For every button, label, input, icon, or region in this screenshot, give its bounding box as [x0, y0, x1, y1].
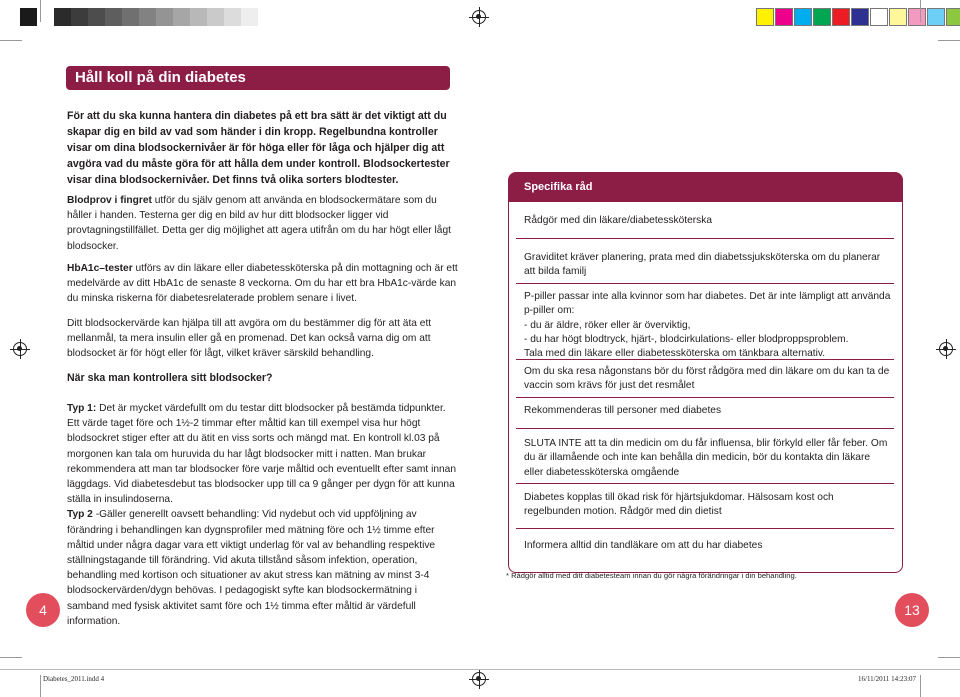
page-number-right: 13	[895, 593, 929, 627]
registration-mark-icon	[939, 342, 953, 356]
hba1c-text: utförs av din läkare eller diabetessköterska på din mottagning och är ett medelvärde av ditt HbA1c de senaste 8 veckorna. Om du har ett bra HbA1c-värde kan du minska riskerna för diabetesrelaterade problem senare i livet.	[67, 263, 458, 305]
crop-mark	[920, 675, 921, 697]
blodprov-term: Blodprov i fingret	[67, 195, 152, 206]
typ2-term: Typ 2	[67, 509, 93, 521]
typ1-text: Det är mycket värdefullt om du testar ditt blodsocker på bestämda tidpunkter. Ett värde taget före och 1½-2 timmar efter måltid kan till exempel visa hur högt blodsockret stiger efter att du ätit en viss sorts och mängd mat. En kontroll kl.03 på morgonen kan tala om huruvida du har lågt blodsocker mitt i natten. Man brukar rekommendera att man tar blodsocker före varje måltid och eventuellt efter samt innan läggdags. Vid diabetesdebut tas blodsocker upp till ca 9 gånger per dygn för att kunna ställa in insulindoserna.	[67, 403, 457, 506]
typ-paragraphs	[67, 401, 459, 629]
crop-mark	[920, 0, 921, 22]
sidebar-item: Informera alltid din tandläkare om att du har diabetes	[524, 540, 763, 551]
sidebar-item: Graviditet kräver planering, prata med din diabetssjuksköterska om du planerar att bilda familj	[524, 252, 881, 278]
hba1c-paragraph	[67, 261, 459, 307]
sidebar-item: Rådgör med din läkare/diabetessköterska	[524, 215, 713, 226]
sidebar-divider	[516, 397, 894, 398]
slug-left: Diabetes_2011.indd 4	[43, 675, 105, 683]
sidebar-item: P-piller passar inte alla kvinnor som har diabetes. Det är inte lämpligt att använda p-piller om: - du är äldre, röker eller är överviktig, - du har högt blodtryck, hjärt-, blodcirkulations- eller blodproppsproblem. Tala med din läkare eller diabetessköterska om tänkbara alternativ.	[524, 291, 891, 360]
page-number-left: 4	[26, 593, 60, 627]
slug-right: 16/11/2011 14:23:07	[858, 675, 917, 683]
sidebar-divider	[516, 238, 894, 239]
registration-mark-icon	[13, 342, 27, 356]
typ2-paragraph	[67, 507, 459, 629]
sidebar-title: Specifika råd	[508, 172, 903, 202]
grey-registration-strip	[20, 8, 258, 26]
crop-mark	[40, 675, 41, 697]
slug-rule	[0, 669, 960, 670]
sidebar-divider	[516, 428, 894, 429]
typ1-term: Typ 1:	[67, 403, 97, 414]
blodprov-text: utför du själv genom att använda en blodsockermätare som du håller i handen. Testerna ger dig en bild av hur ditt blodsocker ligger vid provtagningstillfället. Detta ger dig möjlighet att agera utifrån om du har högt eller lågt blodsocker.	[67, 195, 451, 252]
section-question: När ska man kontrollera sitt blodsocker?	[67, 372, 273, 384]
sidebar-divider	[516, 528, 894, 529]
footnote: * Rådgör alltid med ditt diabetesteam innan du gör några förändringar i din behandling.	[506, 571, 797, 580]
hba1c-term: HbA1c–tester	[67, 263, 133, 274]
blodsockervarde-paragraph: Ditt blodsockervärde kan hjälpa till att avgöra om du bestämmer dig för att äta ett mellanmål, ta mera insulin eller gå en promenad. Det kan också varna dig om att blodsocket är för högt eller för lågt, vilket kräver särskild behandling.	[67, 318, 432, 360]
crop-mark	[0, 40, 22, 41]
crop-mark	[938, 657, 960, 658]
sidebar-divider	[516, 483, 894, 484]
typ2-text: -Gäller generellt oavsett behandling: Vid nydebut och vid uppföljning av förändring i behandlingen kan dygnsprofiler med mätning före och 1½ timme efter måltid under några dagar vara ett viktigt underlag för val av behandling respektive ställningstagande till förändring. Vid akuta tillstånd såsom infektion, operation, behandling med kortison och situationer av akut stress kan mätning av minst 3-4 blodsockervärden/dygn behövas. I pedagogiskt syfte kan blodsockermätning i samband med fysisk aktivitet samt före och 1½ timma efter måltid är värdefull information.	[67, 509, 436, 627]
registration-mark-icon	[472, 672, 486, 686]
sidebar-divider	[516, 359, 894, 360]
sidebar-item: Diabetes kopplas till ökad risk för hjärtsjukdomar. Hälsosam kost och regelbunden motion. Rådgör med din dietist	[524, 492, 834, 518]
lead-paragraph: För att du ska kunna hantera din diabetes på ett bra sätt är det viktigt att du skapar dig en bild av vad som händer i din kropp. Regelbundna kontroller visar om dina blodsockernivåer är för höga eller för låga och hjälper dig att avgöra vad du måste göra för att hålla dem under kontroll. Blodsockertester visar dina blodsockernivåer. Det finns två olika sorters blodtester.	[67, 110, 450, 186]
registration-mark-icon	[472, 10, 486, 24]
sidebar-item: Rekommenderas till personer med diabetes	[524, 405, 722, 416]
crop-mark	[0, 657, 22, 658]
color-registration-strip	[756, 8, 960, 26]
sidebar-item: SLUTA INTE att ta din medicin om du får influensa, blir förkyld eller får feber. Om du är illamående och inte kan behålla din medicin, bör du kontakta din läkare eller diabetessköterska omgående	[524, 438, 888, 478]
crop-mark	[938, 40, 960, 41]
sidebar-divider	[516, 283, 894, 284]
page-title: Håll koll på din diabetes	[66, 66, 450, 90]
typ1-paragraph	[67, 401, 459, 507]
blodprov-paragraph	[67, 193, 459, 254]
sidebar-item: Om du ska resa någonstans bör du först rådgöra med din läkare om du kan ta de vaccin som krävs för just det resmålet	[524, 366, 890, 392]
crop-mark	[40, 0, 41, 22]
